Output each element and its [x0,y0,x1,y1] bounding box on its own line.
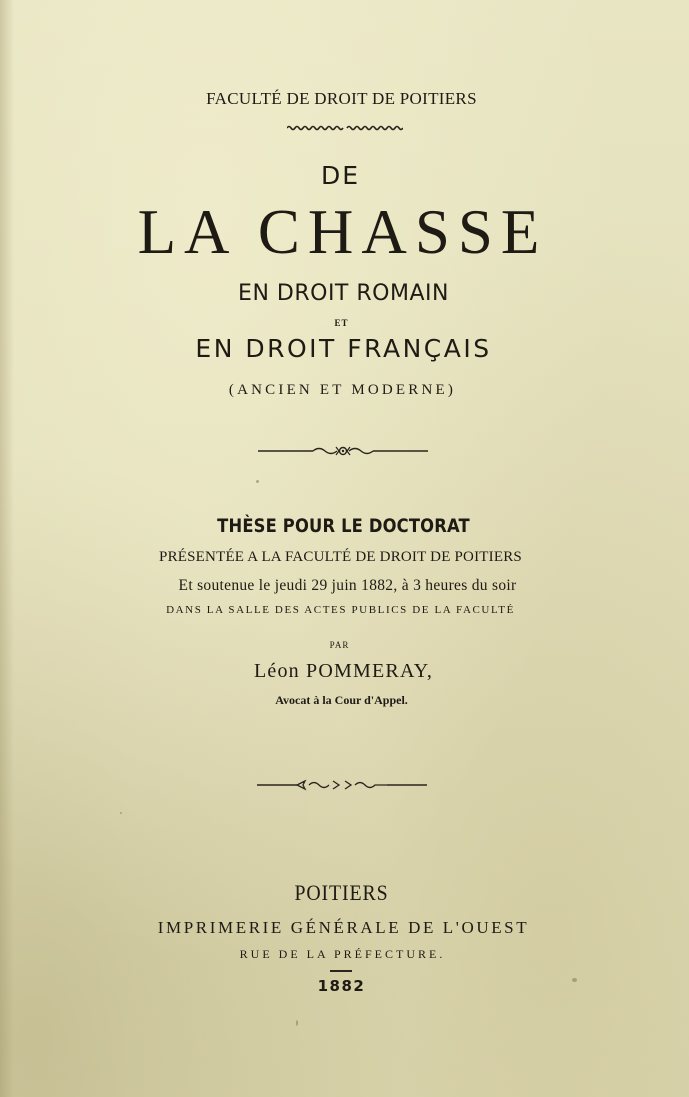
paper-speck [256,480,259,483]
imprint-city: POITIERS [294,880,389,905]
title-ancien-moderne: (ANCIEN ET MODERNE) [228,382,457,398]
author-title: Avocat à la Cour d'Appel. [275,693,408,707]
faculty-header: FACULTÉ DE DROIT DE POITIERS [206,89,477,108]
year-rule [330,970,352,972]
floral-divider-ornament [258,443,428,459]
thesis-presented: PRÉSENTÉE A LA FACULTÉ DE DROIT DE POITIERS [159,549,522,565]
scroll-divider-ornament [257,778,427,792]
paper-speck [296,1020,298,1026]
thesis-room: DANS LA SALLE DES ACTES PUBLICS DE LA FACULTÉ [166,604,515,616]
imprint-street: RUE DE LA PRÉFECTURE. [239,947,446,961]
thesis-heading: THÈSE POUR LE DOCTORAT [217,515,470,537]
thesis-par: PAR [329,640,350,650]
title-de: DE [320,161,361,190]
wavy-rule-ornament [287,124,403,132]
title-droit-francais: EN DROIT FRANÇAIS [195,334,492,363]
thesis-defense-date: Et soutenue le jeudi 29 juin 1882, à 3 heures du soir [178,577,517,594]
title-et: ET [334,318,349,328]
title-droit-romain: EN DROIT ROMAIN [238,281,449,306]
paper-speck [572,978,577,982]
paper-speck [120,812,122,814]
imprint-printer: IMPRIMERIE GÉNÉRALE DE L'OUEST [157,918,530,937]
author-name: Léon POMMERAY, [253,660,434,682]
title-main: LA CHASSE [137,197,548,267]
imprint-year: 1882 [317,977,366,995]
